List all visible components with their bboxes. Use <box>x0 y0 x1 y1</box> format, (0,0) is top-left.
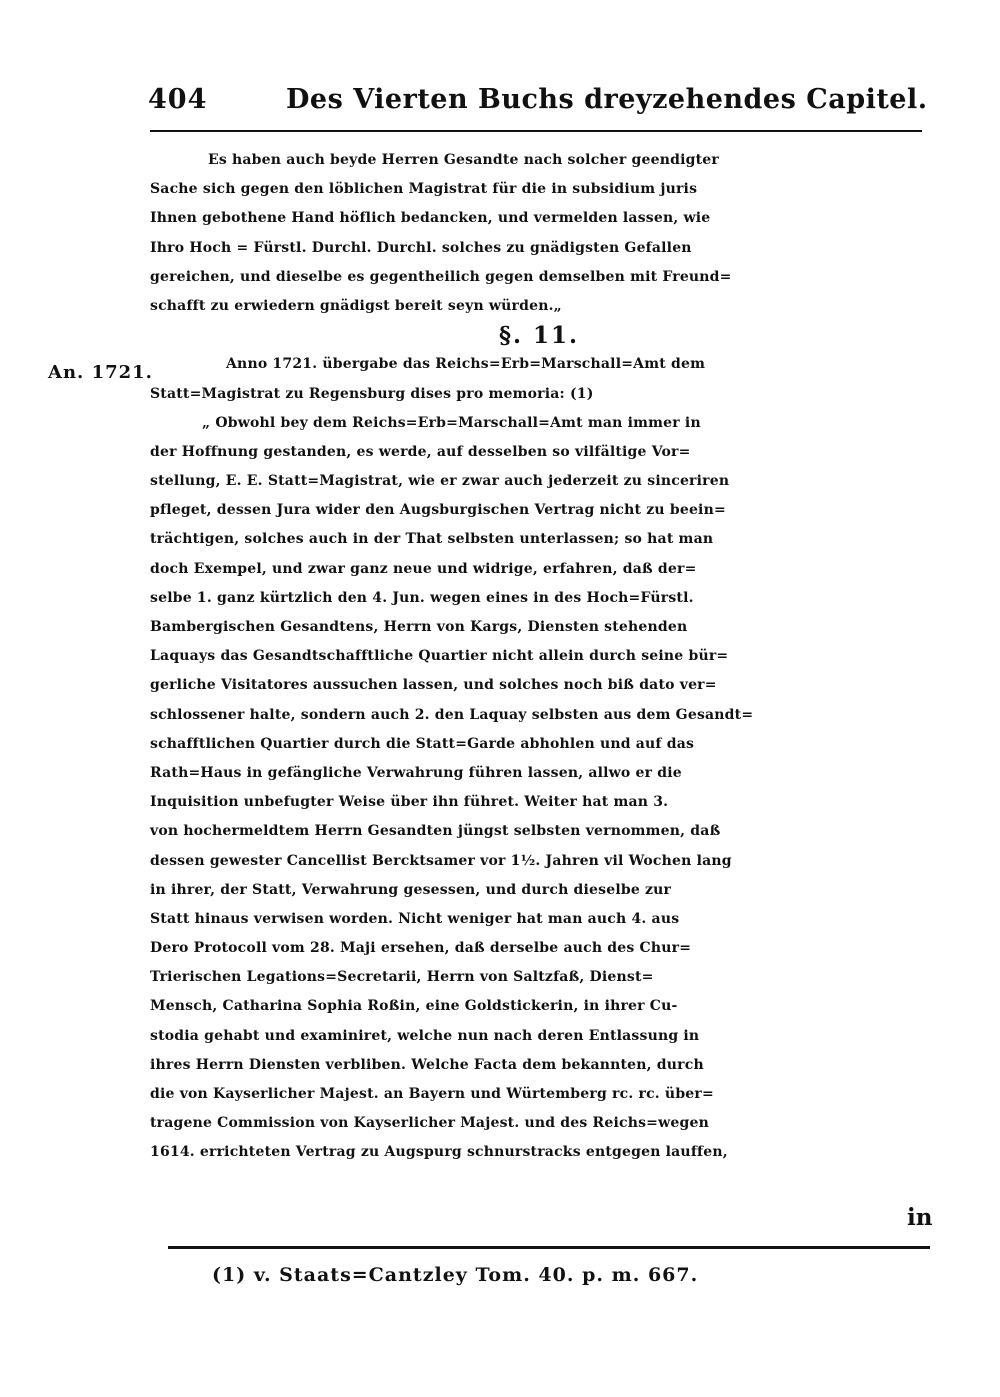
text-line: stodia gehabt und examiniret, welche nun nach deren Entlassung in <box>150 1027 700 1044</box>
text-line: von hochermeldtem Herrn Gesandten jüngst selbsten vernommen, daß <box>150 823 721 840</box>
text-line: Ihnen gebothene Hand höflich bedancken, und vermelden lassen, wie <box>150 210 711 227</box>
text-line: Ihro Hoch = Fürstl. Durchl. Durchl. solches zu gnädigsten Gefallen <box>150 239 692 256</box>
text-line: der Hoffnung gestanden, es werde, auf desselben so vilfältige Vor= <box>150 443 691 460</box>
text-line: schlossener halte, sondern auch 2. den Laquay selbsten aus dem Gesandt= <box>150 706 754 723</box>
text-line: ihres Herrn Diensten verbliben. Welche Facta dem bekannten, durch <box>150 1056 704 1073</box>
text-line: Dero Protocoll vom 28. Maji ersehen, daß derselbe auch des Chur= <box>150 940 692 957</box>
text-line: doch Exempel, und zwar ganz neue und widrige, erfahren, daß der= <box>150 560 697 577</box>
text-line: Rath=Haus in gefängliche Verwahrung führen lassen, allwo er die <box>150 764 682 781</box>
text-line: pfleget, dessen Jura wider den Augsburgischen Vertrag nicht zu beein= <box>150 502 726 519</box>
text-line: Sache sich gegen den löblichen Magistrat für die in subsidium juris <box>150 181 698 198</box>
text-line: Inquisition unbefugter Weise über ihn führet. Weiter hat man 3. <box>150 794 669 811</box>
text-line: tragene Commission von Kayserlicher Majest. und des Reichs=wegen <box>150 1115 709 1132</box>
running-title: Des Vierten Buchs dreyzehendes Capitel. <box>286 84 928 115</box>
text-line: Bambergischen Gesandtens, Herrn von Kargs, Diensten stehenden <box>150 619 688 635</box>
text-line: Laquays das Gesandtschafftliche Quartier nicht allein durch seine bür= <box>150 648 729 665</box>
text-line: 1614. errichteten Vertrag zu Augspurg schnurstracks entgegen lauffen, <box>150 1144 728 1161</box>
text-line: gerliche Visitatores aussuchen lassen, und solches noch biß dato ver= <box>150 677 717 694</box>
text-line: schafftlichen Quartier durch die Statt=Garde abhohlen und auf das <box>150 735 695 752</box>
text-line: Statt hinaus verwisen worden. Nicht weniger hat man auch 4. aus <box>150 910 680 927</box>
header-rule <box>150 130 922 132</box>
text-line: stellung, E. E. Statt=Magistrat, wie er zwar auch jederzeit zu sinceriren <box>150 473 730 490</box>
text-line: schafft zu erwiedern gnädigst bereit seyn würden.„ <box>150 297 562 314</box>
footnote: (1) v. Staats=Cantzley Tom. 40. p. m. 667. <box>212 1264 699 1286</box>
text-line: die von Kayserlicher Majest. an Bayern und Würtemberg rc. rc. über= <box>150 1086 714 1102</box>
text-line: Statt=Magistrat zu Regensburg dises pro memoria: (1) <box>150 385 594 402</box>
text-line: in ihrer, der Statt, Verwahrung gesessen, und durch dieselbe zur <box>150 881 672 898</box>
text-line: gereichen, und dieselbe es gegentheilich gegen demselben mit Freund= <box>150 268 732 285</box>
text-line: trächtigen, solches auch in der That selbsten unterlassen; so hat man <box>150 531 714 548</box>
text-line: Mensch, Catharina Sophia Roßin, eine Goldstickerin, in ihrer Cu- <box>150 998 678 1015</box>
section-heading: §. 11. <box>498 322 580 350</box>
text-line: dessen gewester Cancellist Bercktsamer vor 1½. Jahren vil Wochen lang <box>150 852 732 869</box>
text-line: Anno 1721. übergabe das Reichs=Erb=Marschall=Amt dem <box>226 356 706 373</box>
catchword: in <box>907 1204 933 1231</box>
footnote-rule <box>168 1246 930 1249</box>
margin-note-year: An. 1721. <box>48 362 153 383</box>
page-header <box>148 84 928 124</box>
text-line: Trierischen Legations=Secretarii, Herrn von Saltzfaß, Dienst= <box>150 969 654 986</box>
body-text <box>150 146 940 1168</box>
page-number: 404 <box>148 84 208 115</box>
text-line: Es haben auch beyde Herren Gesandte nach solcher geendigter <box>208 152 719 168</box>
text-line: „ Obwohl bey dem Reichs=Erb=Marschall=Amt man immer in <box>202 414 701 431</box>
text-line: selbe 1. ganz kürtzlich den 4. Jun. wegen eines in des Hoch=Fürstl. <box>150 589 694 606</box>
